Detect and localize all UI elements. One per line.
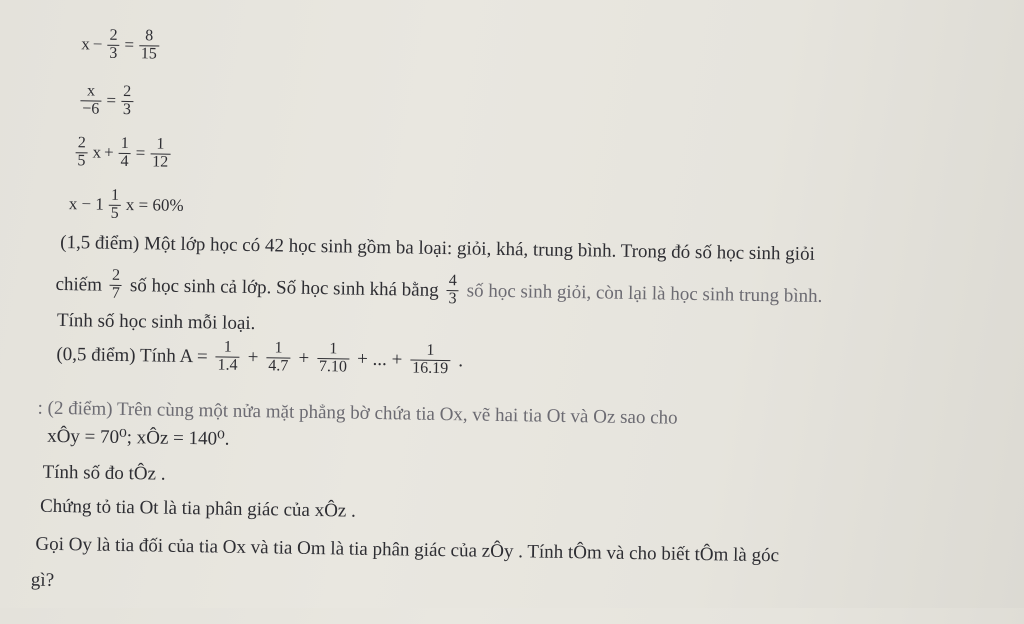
equation-d [69, 187, 184, 223]
eq-c-fraction-3: $\frac{1}{12}$ [150, 136, 171, 171]
ex2-mid-text: số học sinh cả lớp. Số học sinh khá bằng [129, 274, 439, 301]
eq-a-fraction-2: $\frac{8}{15}$ [139, 28, 160, 63]
ex2-fraction-2-7: $\frac{2}{7}$ [110, 268, 123, 303]
ex3-term-1: $\frac{1}{1.4}$ [215, 339, 240, 374]
exercise2-line1: (1,5 điểm) Một lớp học có 42 học sinh gồm ba loại: giỏi, khá, trung bình. Trong đó số học sinh giỏi [60, 231, 815, 265]
eq-a-fraction-1: $\frac{2}{3}$ [107, 28, 120, 63]
ex3-term-3: $\frac{1}{7.10}$ [317, 341, 350, 376]
exercise2-line3: Tính số học sinh mỗi loại. [56, 309, 256, 335]
eq-d-tail: x = 60% [125, 195, 184, 216]
eq-c-fraction-1: $\frac{2}{5}$ [75, 135, 88, 170]
eq-a-var: x [81, 34, 90, 54]
ex3-term-4: $\frac{1}{16.19}$ [410, 342, 451, 377]
ex2-post-text: số học sinh giỏi, còn lại là học sinh trung bình. [466, 280, 823, 307]
ex3-term-2: $\frac{1}{4.7}$ [266, 340, 291, 375]
eq-a-equals: = [124, 35, 135, 55]
eq-c-equals: = [135, 143, 146, 163]
ex2-fraction-4-3: $\frac{4}{3}$ [446, 273, 459, 308]
equation-a [81, 27, 161, 63]
ex3-ellipsis: + ... + [356, 348, 403, 371]
exercise4-question-1: Tính số đo tÔz . [42, 461, 166, 485]
eq-d-lead: x − 1 [68, 194, 105, 214]
equation-b [78, 83, 135, 118]
exercise2-line2 [55, 267, 822, 314]
ex2-chiem: chiếm [55, 273, 103, 296]
equation-c [73, 135, 172, 171]
eq-a-op: − [92, 34, 103, 54]
ex3-end: . [458, 350, 464, 372]
eq-b-fraction-2: $\frac{2}{3}$ [121, 84, 134, 119]
exercise3-expression: (0,5 điểm) Tính A = $\frac{1}{1.4}$ + $\frac{1}{4.7}$ + $\frac{1}{7.10}$ + ... + $\frac{1}{16.19}$ . [56, 338, 464, 377]
eq-c-fraction-2: $\frac{1}{4}$ [118, 136, 131, 171]
eq-b-equals: = [106, 90, 117, 111]
exercise4-question-4: gì? [30, 569, 55, 591]
exercise4-line1: : (2 điểm) Trên cùng một nửa mặt phẳng bờ chứa tia Ox, vẽ hai tia Ot và Oz sao cho [37, 397, 678, 429]
ex3-prefix: (0,5 điểm) Tính A = [56, 343, 208, 368]
eq-c-plus: + [103, 142, 114, 163]
eq-b-fraction-1: $\frac{x}{-6}$ [80, 83, 102, 118]
exercise4-question-3: Gọi Oy là tia đối của tia Ox và tia Om là tia phân giác của zÔy . Tính tÔm và cho biết tÔm là góc [35, 533, 780, 567]
eq-c-var: x [92, 142, 102, 162]
eq-d-fraction: $\frac{1}{5}$ [109, 188, 122, 223]
exercise4-line2: xÔy = 70⁰; xÔz = 140⁰. [46, 425, 230, 450]
exercise4-question-2: Chứng tỏ tia Ot là tia phân giác của xÔz . [39, 495, 356, 522]
